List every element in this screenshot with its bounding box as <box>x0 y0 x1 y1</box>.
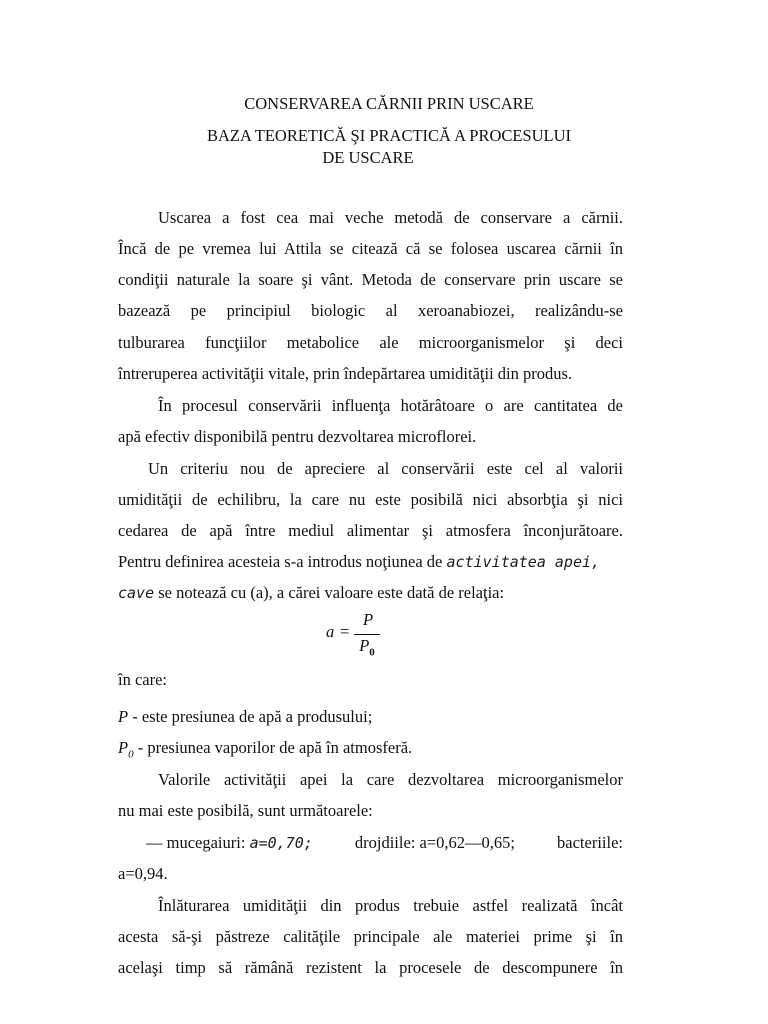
drojdiile-text <box>355 827 515 858</box>
definition-p <box>118 701 623 732</box>
formula-denominator-symbol: P <box>359 636 370 655</box>
mucegaiuri-label: — mucegaiuri: <box>146 833 246 852</box>
formula-denominator-subscript: 0 <box>369 646 375 659</box>
mucegaiuri-value: a=0,70; <box>249 834 313 852</box>
definition-p0-subscript: 0 <box>128 748 134 761</box>
emphasis-cave: cave <box>118 584 155 602</box>
definition-p0-symbol: P <box>118 738 129 757</box>
paragraph-1-line-3: condiţii naturale la soare şi vânt. Metoda de conservare prin uscare se <box>118 270 623 289</box>
bacteriile-label: bacteriile: <box>557 833 623 852</box>
paragraph-3-line-5 <box>118 577 623 608</box>
definition-p0 <box>118 732 623 763</box>
paragraph-2-line-1: În procesul conservării influenţa hotărâtoare o are cantitatea de <box>158 396 623 415</box>
paragraph-1-line-2: Încă de pe vremea lui Attila se citează că se folosea uscarea cărnii în <box>118 239 623 258</box>
formula-lhs: a <box>326 622 335 641</box>
definition-p-text: - este presiunea de apă a produsului; <box>128 707 373 726</box>
paragraph-1-line-4: bazează pe principiul biologic al xeroanabiozei, realizându-se <box>118 301 623 320</box>
paragraph-4-line-1: Valorile activităţii apei la care dezvoltarea microorganismelor <box>158 770 623 789</box>
paragraph-5-line-2: a=0,94. <box>118 864 168 883</box>
paragraph-6-line-1: Înlăturarea umidităţii din produs trebuie astfel realizată încât <box>158 896 623 915</box>
emphasis-activitatea-apei: activitatea apei, <box>446 553 601 571</box>
definition-p-symbol: P <box>118 707 129 726</box>
paragraph-5-line-1 <box>146 827 623 858</box>
paragraph-3-line-1: Un criteriu nou de apreciere al conservării este cel al valorii <box>148 459 623 478</box>
paragraph-1-line-1: Uscarea a fost cea mai veche metodă de conservare a cărnii. <box>158 208 623 227</box>
paragraph-1-line-6: întreruperea activităţii vitale, prin îndepărtarea umidităţii din produs. <box>118 364 573 383</box>
paragraph-3-line-5-text: se notează cu (a), a cărei valoare este dată de relaţia: <box>158 583 505 602</box>
water-activity-formula <box>326 608 396 659</box>
formula-fraction-bar <box>354 634 380 635</box>
paragraph-4-line-2: nu mai este posibilă, sunt următoarele: <box>118 801 373 820</box>
mucegaiuri-text <box>146 827 313 858</box>
paragraph-2-line-2: apă efectiv disponibilă pentru dezvoltarea microflorei. <box>118 427 477 446</box>
paragraph-3-line-4 <box>118 546 623 577</box>
paragraph-3-line-3: cedarea de apă între mediul alimentar şi atmosfera înconjurătoare. <box>118 521 623 540</box>
drojdiile-value: a=0,62—0,65; <box>419 833 515 852</box>
paragraph-3-line-2: umidităţii de echilibru, la care nu este posibilă nici absorbţia şi nici <box>118 490 623 509</box>
drojdiile-label: drojdiile: <box>354 833 416 852</box>
paragraph-6-line-2: acesta să-şi păstreze calităţile principale ale materiei prime şi în <box>118 927 623 946</box>
title-line-2: BAZA TEORETICĂ ŞI PRACTICĂ A PROCESULUI <box>206 126 572 145</box>
paragraph-1-line-5: tulburarea funcţiilor metabolice ale microorganismelor şi deci <box>118 333 623 352</box>
paragraph-6-line-3: acelaşi timp să rămână rezistent la procesele de descompunere în <box>118 958 623 977</box>
formula-equals: = <box>340 622 350 641</box>
in-care-label: în care: <box>118 670 168 689</box>
definition-p0-text: - presiunea vaporilor de apă în atmosferă. <box>133 738 413 757</box>
formula-numerator: P <box>362 610 374 629</box>
title-line-3: DE USCARE <box>322 148 414 167</box>
title-line-1: CONSERVAREA CĂRNII PRIN USCARE <box>244 94 534 113</box>
formula-denominator <box>354 636 380 658</box>
paragraph-3-line-4-text: Pentru definirea acesteia s-a introdus noţiunea de <box>118 552 443 571</box>
